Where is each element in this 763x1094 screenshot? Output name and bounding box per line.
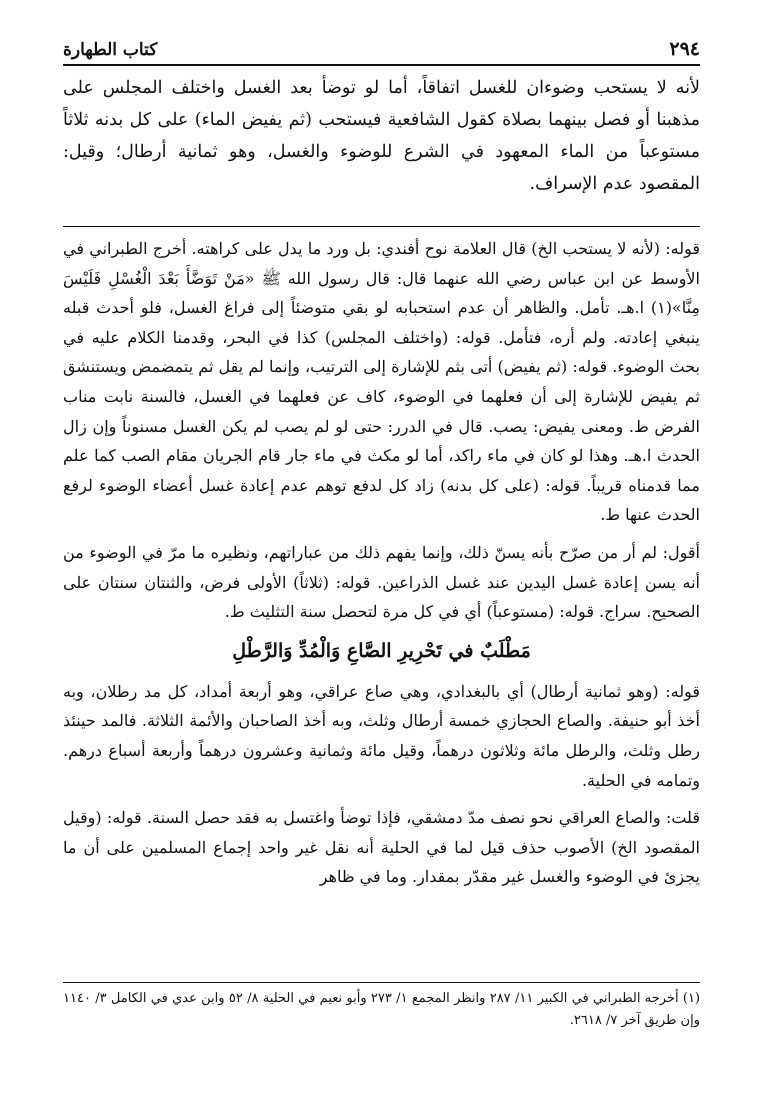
footnote-separator bbox=[63, 982, 700, 983]
commentary-paragraph: أقول: لم أر من صرّح بأنه يسنّ ذلك، وإنما يفهم ذلك من عباراتهم، ونظيره ما مرّ في الوضوء من أنه يسن إعادة غسل اليدين عند غسل الذراعين. قوله: (ثلاثاً) الأولى فرض، والثنتان سنتان على الصحيح. سراج. قوله: (مستوعباً) أي في كل مرة لتحصل سنة التثليث ط. bbox=[63, 542, 700, 622]
footnote: (١) أخرجه الطبراني في الكبير ١١/ ٢٨٧ وانظر المجمع ١/ ٢٧٣ وأبو نعيم في الحلية ٨/ ٥٢ وابن عدي في الكامل ٣/ ١١٤٠ وإن طريق آخر ٧/ ٢٦١٨. bbox=[63, 991, 701, 1028]
section-heading: مَطْلَبٌ في تَحْرِيرِ الصَّاعِ وَالْمُدِّ وَالرَّطْلِ bbox=[232, 639, 531, 662]
main-text: لأنه لا يستحب وضوءان للغسل اتفاقاً، أما لو توضأ بعد الغسل واختلف المجلس على مذهبنا أو فصل بينهما بصلاة كقول الشافعية فيستحب (ثم يفيض الماء) على كل بدنه ثلاثاً مستوعباً من الماء المعهود في الشرع للوضوء والغسل، وهو ثمانية أرطال؛ وقيل: المقصود عدم الإسراف. bbox=[63, 78, 700, 194]
running-title: كتاب الطهارة bbox=[63, 40, 158, 60]
commentary-paragraph: قوله: (وهو ثمانية أرطال) أي بالبغدادي، وهي صاع عراقي، وهو أربعة أمداد، كل مد رطلان، وبه أخذ أبو حنيفة. والصاع الحجازي خمسة أرطال وثلث، وبه أخذ الصاحبان والأئمة الثلاثة. فالمد حينئذ رطل وثلث، والرطل مائة وثلاثون درهماً، وقيل مائة وثمانية وعشرون درهماً وأربعة أسباع درهم. وتمامه في الحلية. bbox=[63, 681, 701, 790]
commentary-paragraph: قلت: والصاع العراقي نحو نصف مدّ دمشقي، فإذا توضأ واغتسل به فقد حصل السنة. قوله: (وقيل المقصود الخ) الأصوب حذف قيل لما في الحلية أنه نقل غير واحد إجماع المسلمين على أن ما يجزئ في الوضوء والغسل غير مقدّر بمقدار. وما في ظاهر bbox=[63, 808, 700, 887]
commentary-section bbox=[63, 234, 700, 900]
separator-line bbox=[63, 226, 700, 227]
page-header bbox=[63, 36, 700, 66]
commentary-paragraph: قوله: (لأنه لا يستحب الخ) قال العلامة نوح أفندي: بل ورد ما يدل على كراهته. أخرج الطبراني في الأوسط عن ابن عباس رضي الله عنهما قال: قال رسول الله ﷺ «مَنْ تَوَضَّأَ بَعْدَ الْغُسْلِ فَلَيْسَ مِنَّا»(١) ا.هـ. تأمل. والظاهر أن عدم استحبابه لو بقي متوضئاً إلى فراغ الغسل، فلو أحدث قبله ينبغي إعادته. ولم أره، فتأمل. قوله: (واختلف المجلس) كذا في البحر، وقدمنا الكلام عليه في بحث الوضوء. قوله: (ثم يفيض) أتى بثم للإشارة إلى الترتيب، وإنما لم يقل ثم يتمضمض ويستنشق ثم يفيض للإشارة إلى أن فعلهما في الوضوء، كاف عن فعلهما في الغسل، فالسنة نابت مناب الفرض ط. ومعنى يفيض: يصب. قال في الدرر: حتى لو لم يصب لم يكن الغسل مسنوناً وإن زال الحدث ا.هـ. وهذا لو كان في ماء راكد، أما لو مكث في ماء جار قام الجريان مقام الصب كما علم مما قدمناه قريباً. قوله: (على كل بدنه) زاد كل لدفع توهم عدم إعادة غسل أعضاء الوضوء لرفع الحدث عنها ط. bbox=[63, 239, 700, 525]
page-number: ٢٩٤ bbox=[669, 38, 700, 60]
